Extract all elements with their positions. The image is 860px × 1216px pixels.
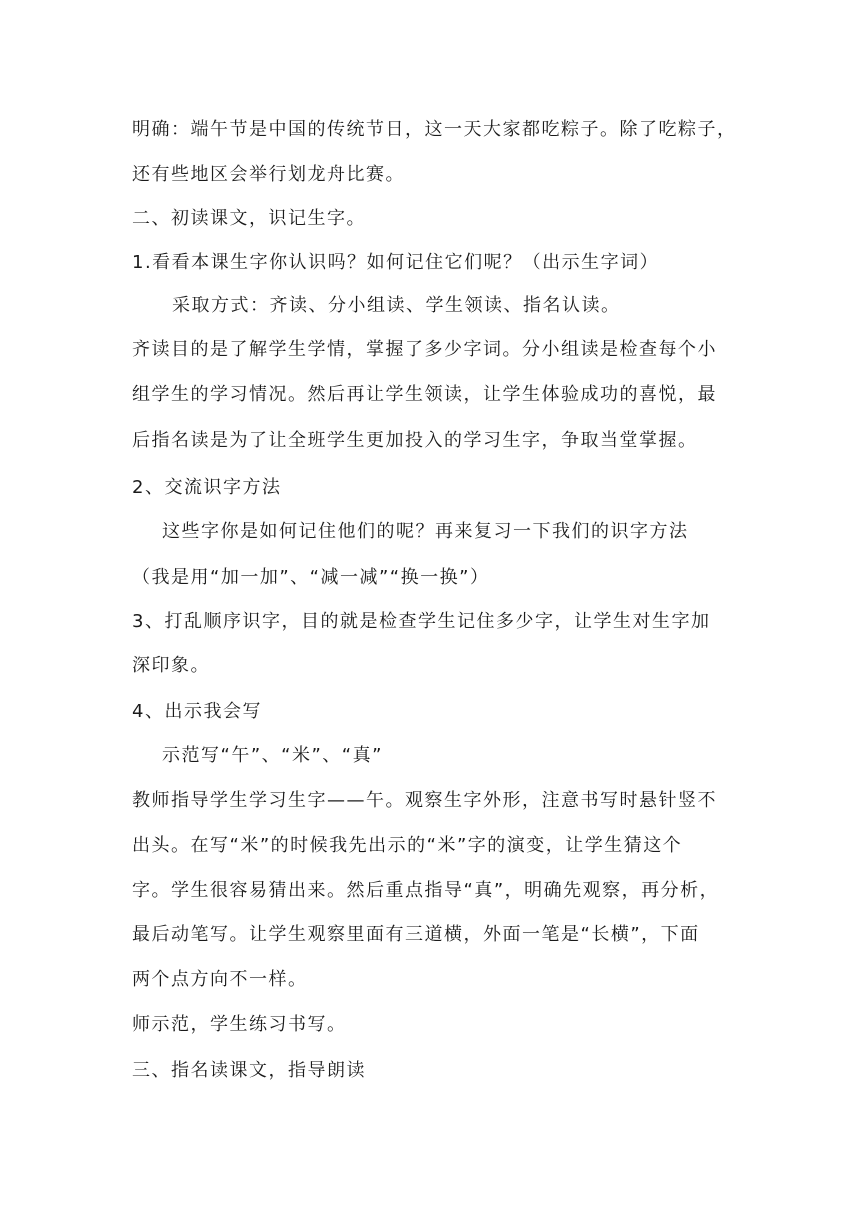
subsection-heading: 2、交流识字方法 [132, 477, 282, 498]
text-line: 师示范，学生练习书写。 [132, 1014, 347, 1035]
text-line: 3、打乱顺序识字，目的就是检查学生记住多少字，让学生对生字加 [132, 611, 711, 632]
section-heading: 二、初读课文，识记生字。 [132, 208, 366, 229]
text-line: 深印象。 [132, 655, 210, 676]
text-line: 最后动笔写。让学生观察里面有三道横，外面一笔是“长横”，下面 [132, 924, 700, 945]
text-line: 教师指导学生学习生字——午。观察生字外形，注意书写时悬针竖不 [132, 790, 717, 811]
text-line: 1.看看本课生字你认识吗？如何记住它们呢？（出示生字词） [132, 252, 660, 273]
text-line: 示范写“午”、“米”、“真” [162, 745, 383, 766]
text-line: 后指名读是为了让全班学生更加投入的学习生字，争取当堂掌握。 [132, 430, 698, 451]
section-heading: 三、指名读课文，指导朗读 [132, 1060, 366, 1081]
text-line: 字。学生很容易猜出来。然后重点指导“真”，明确先观察，再分析， [132, 880, 720, 901]
text-line: 组学生的学习情况。然后再让学生领读，让学生体验成功的喜悦，最 [132, 384, 717, 405]
text-line: 齐读目的是了解学生学情，掌握了多少字词。分小组读是检查每个小 [132, 339, 717, 360]
text-line: 出头。在写“米”的时候我先出示的“米”字的演变，让学生猜这个 [132, 835, 683, 856]
text-line: 明确：端午节是中国的传统节日，这一天大家都吃粽子。除了吃粽子， [132, 119, 737, 140]
text-line: （我是用“加一加”、“减一减”“换一换”） [132, 567, 490, 588]
text-line: 还有些地区会举行划龙舟比赛。 [132, 164, 405, 185]
text-line: 两个点方向不一样。 [132, 969, 308, 990]
text-line: 采取方式：齐读、分小组读、学生领读、指名认读。 [172, 295, 621, 316]
subsection-heading: 4、出示我会写 [132, 701, 262, 722]
text-line: 这些字你是如何记住他们的呢？再来复习一下我们的识字方法 [162, 521, 689, 542]
